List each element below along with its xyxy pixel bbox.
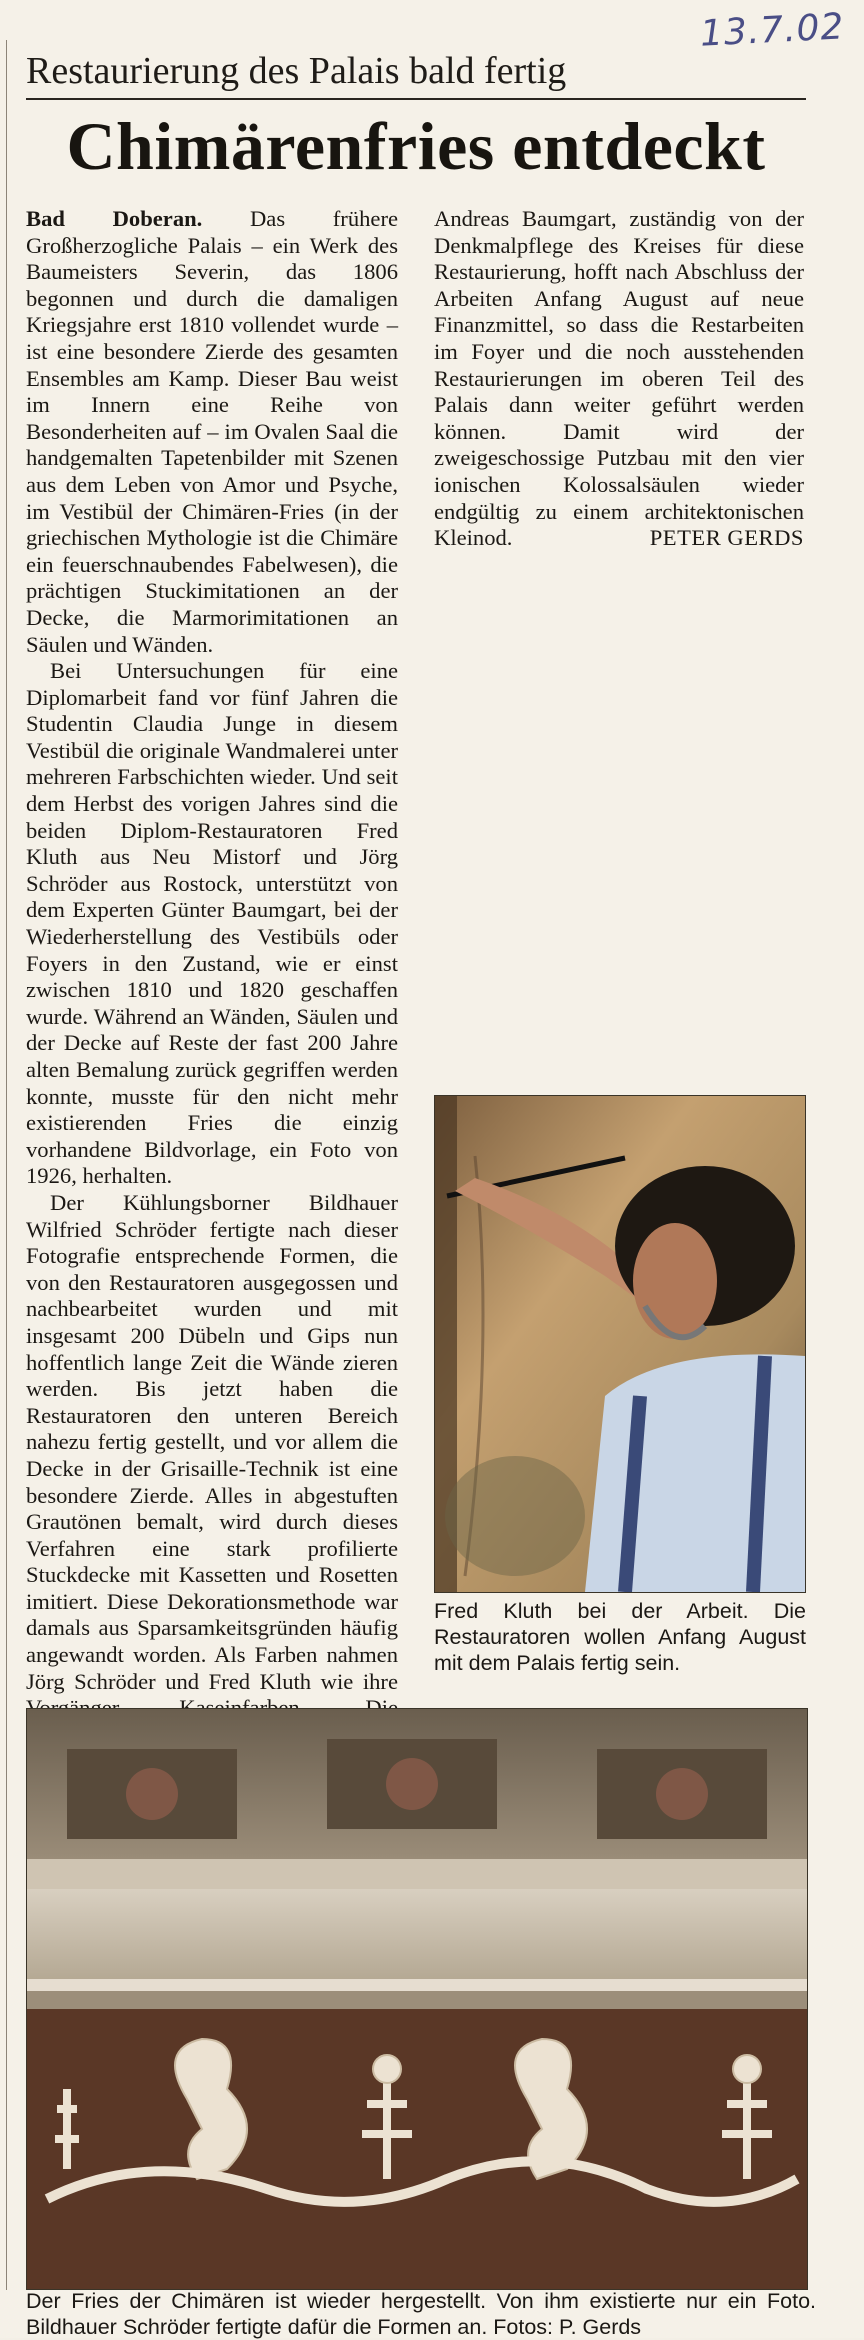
handwritten-date: 13.7.02 <box>699 6 846 55</box>
paragraph-4: Andreas Baumgart, zuständig von der Denkmalpflege des Kreises für diese Restaurierung, hofft nach Abschluss der Arbeiten Anfang August auf neue Finanzmittel, so dass die Restarbeiten im Foyer und die noch ausstehenden Restaurierungen im oberen Teil des Palais dann weiter geführt werden können. Damit wird der zweigeschossige Putzbau mit den vier ionischen Kolossalsäulen wieder endgültig zu einem architektonischen Kleinod. <box>434 206 804 551</box>
byline: PETER GERDS <box>649 525 804 551</box>
paragraph-1 <box>26 206 398 658</box>
article-headline: Chimärenfries entdeckt <box>66 108 766 184</box>
frieze-photo-illustration <box>27 1709 807 2289</box>
photo-1-caption: Fred Kluth bei der Arbeit. Die Restauratoren wollen Anfang August mit dem Palais fertig sein. <box>434 1599 806 1675</box>
photo-restorer-painting <box>434 1095 806 1593</box>
paragraph-3: Der Kühlungsborner Bildhauer Wilfried Schröder fertigte nach dieser Fotografie entsprechende Formen, die von den Restauratoren ausgegossen und nachbearbeitet wurden und mit insgesamt 200 Dübeln und Gips nun hoffentlich lange Zeit die Wände zieren werden. Bis jetzt haben die Restauratoren den unteren Bereich nahezu fertig gestellt, und vor allem die Decke in der Grisaille-Technik ist eine besondere Zierde. Alles in abgestuften Grautönen bemalt, wird durch dieses Verfahren eine stark profilierte Stuckdecke mit Kassetten und Rosetten imitiert. Diese Dekorationsmethode war damals aus Sparsamkeitsgründen häufig angewandt worden. Als Farben nahmen Jörg Schröder und Fred Kluth wie ihre <box>26 1189 398 1694</box>
clipping-edge <box>6 40 7 2290</box>
dateline: Bad Doberan. <box>26 206 203 231</box>
kicker-rule <box>26 98 806 100</box>
article-kicker: Restaurierung des Palais bald fertig <box>26 50 567 92</box>
paragraph-1-text: Das frühere Großherzogliche Palais – ein Werk des Baumeisters Severin, das 1806 begonnen und durch die damaligen Kriegsjahre erst 1810 vollendet wurde – ist eine besondere Zierde des gesamten Ensembles am Kamp. Dieser Bau weist im Innern eine Reihe von Besonderheiten auf – im Ovalen Saal die handgemalten Tapetenbilder mit Szenen aus dem Leben von Amor und Psyche, im Vestibül der Chimären-Fries (in der griechischen Mythologie ist die Chimäre ein feuerschnaubendes Fabelwesen), die prächtigen Stuckimitationen an der Decke, die Marmorimitationen an Säulen und Wänden. <box>26 206 398 657</box>
restorer-photo-illustration <box>435 1096 805 1592</box>
photo-2-caption: Der Fries der Chimären ist wieder hergestellt. Von ihm existierte nur ein Foto. Bildhauer Schröder fertigte dafür die Formen an. Fotos: P. Gerds <box>26 2289 816 2339</box>
article-column-2 <box>434 206 804 552</box>
paragraph-2: Bei Untersuchungen für eine Diplomarbeit fand vor fünf Jahren die Studentin Claudia Junge in diesem Vestibül die originale Wandmalerei unter mehreren Farbschichten wieder. Und seit dem Herbst des vorigen Jahres sind die beiden Diplom-Restauratoren Fred Kluth aus Neu Mistorf und Jörg Schröder aus Rostock, unterstützt von dem Experten Günter Baumgart, bei der Wiederherstellung des Vestibüls oder Foyers in den Zustand, wie er einst zwischen 1810 und 1820 geschaffen wurde. Während an Wänden, Säulen und der Decke auf Reste der fast 200 Jahre alten Bemalung zurück gegriffen werden konnte, musste für den nicht mehr existierenden Fries die einzig vorhandene Bildvorlage, ein Foto von 1926, herhalten. <box>26 658 398 1189</box>
photo-chimera-frieze <box>26 1708 808 2290</box>
article-column-1 <box>26 206 398 1802</box>
